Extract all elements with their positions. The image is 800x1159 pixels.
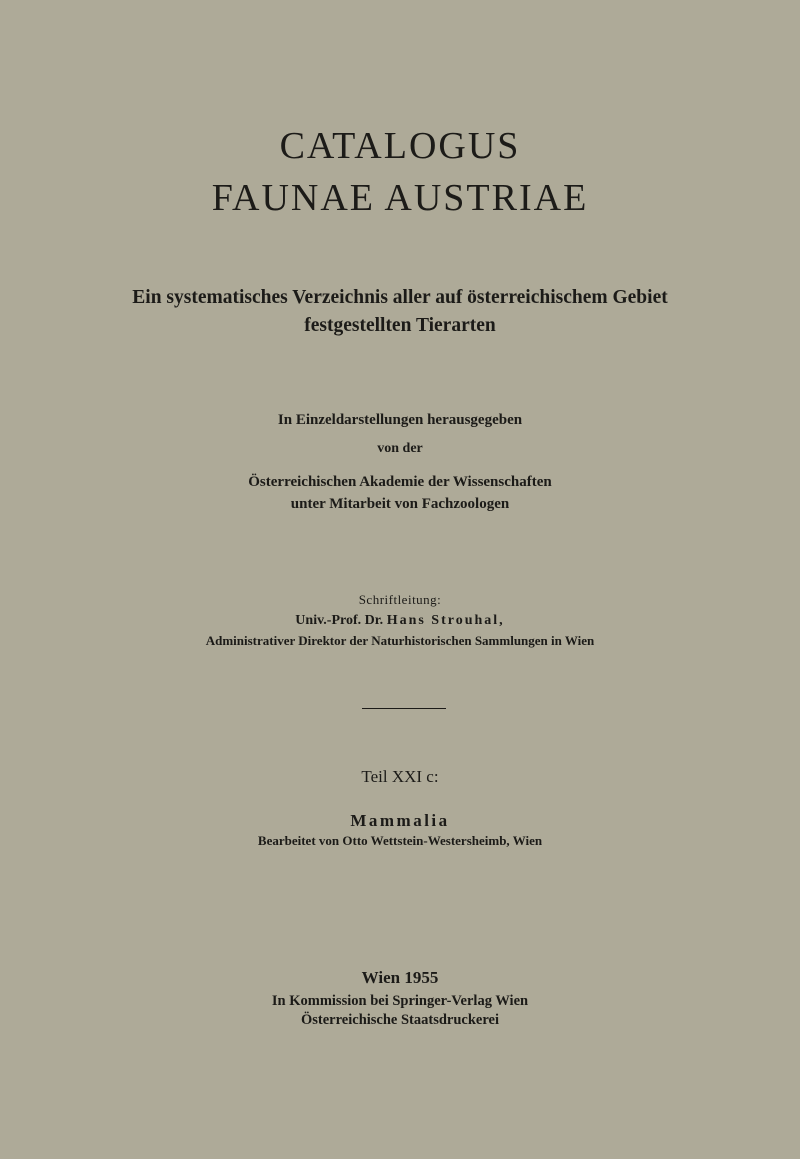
- imprint-commission: In Kommission bei Springer-Verlag Wien: [271, 993, 529, 1009]
- subtitle-line-2: festgestellten Tierarten: [304, 315, 496, 336]
- publisher-line-2: von der: [377, 441, 423, 456]
- part-label: Teil XXI c:: [361, 767, 439, 786]
- publisher-line-1: In Einzeldarstellungen herausgegeben: [277, 412, 523, 428]
- imprint-printer: Österreichische Staatsdruckerei: [301, 1012, 499, 1028]
- imprint-place-year: Wien 1955: [361, 968, 439, 987]
- editor-label: Schriftleitung:: [358, 592, 442, 607]
- part-subject: Mammalia: [350, 811, 450, 830]
- subtitle-line-1: Ein systematisches Verzeichnis aller auf österreichischem Gebiet: [132, 287, 668, 308]
- part-author: Bearbeitet von Otto Wettstein-Westersheimb, Wien: [257, 833, 543, 848]
- main-title-line-1: CATALOGUS: [279, 125, 521, 167]
- publisher-line-3: Österreichischen Akademie der Wissenschaften: [248, 474, 552, 490]
- divider-rule: [362, 708, 446, 709]
- editor-name-line: [0, 614, 800, 628]
- editor-role: Administrativer Direktor der Naturhistorischen Sammlungen in Wien: [205, 633, 595, 648]
- main-title-line-2: FAUNAE AUSTRIAE: [211, 177, 589, 219]
- publisher-line-4: unter Mitarbeit von Fachzoologen: [290, 496, 510, 512]
- editor-title-prefix: Univ.-Prof. Dr.: [295, 613, 384, 628]
- editor-name: Hans Strouhal,: [386, 613, 505, 628]
